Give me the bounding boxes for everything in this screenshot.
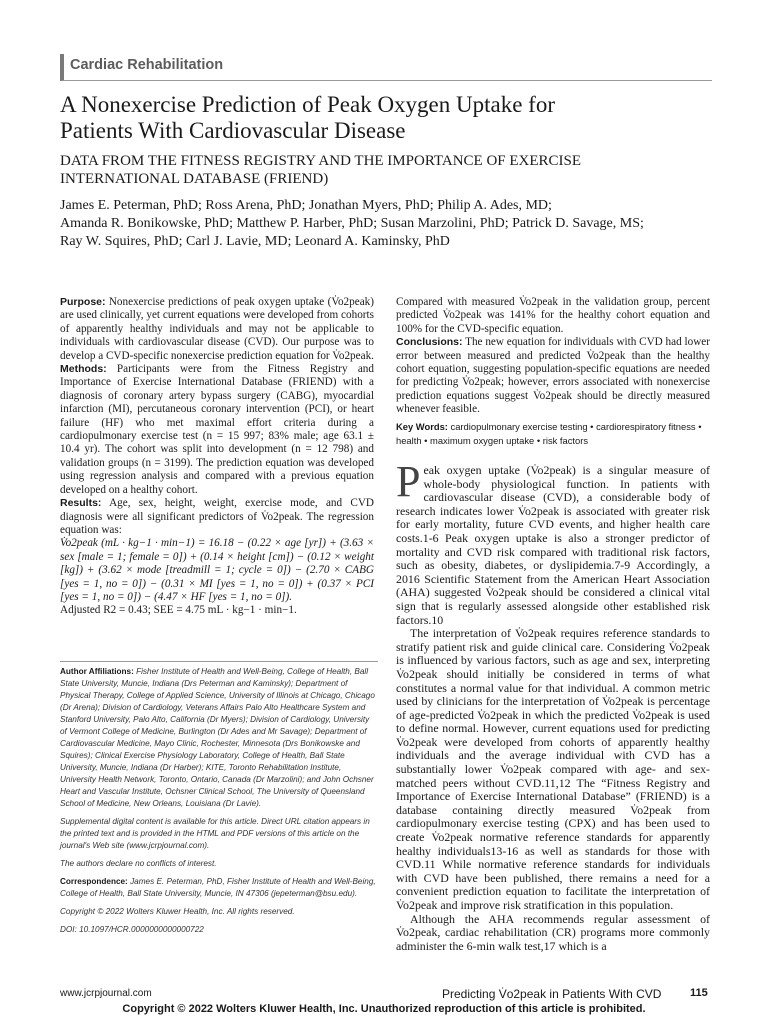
article-subtitle-line: DATA FROM THE FITNESS REGISTRY AND THE IMPORTANCE OF EXERCISE: [60, 153, 582, 169]
abstract-right: [396, 296, 710, 417]
copyright-note: Copyright © 2022 Wolters Kluwer Health, Inc. All rights reserved.: [60, 907, 295, 916]
purpose-label: Purpose:: [60, 296, 106, 308]
article-title: [60, 92, 710, 144]
abstract-conclusions: [396, 336, 710, 416]
purpose-text: Nonexercise predictions of peak oxygen uptake (V̇o2peak) are used clinically, yet current equations were developed from cohorts of apparently healthy individuals and may not be applicable to individuals with cardiovascular disease (CVD). Our purpose was to develop a CVD-specific nonexercise prediction equation for V̇o2peak.: [60, 296, 374, 362]
abstract-left: [60, 296, 374, 618]
body-paragraph-1: Peak oxygen uptake (V̇o2peak) is a singular measure of whole-body physiological function. In patients with cardiovascular disease (CVD), a considerable body of research indicates lower V̇o2peak is associated with greater risk for early mortality, future CVD events, and higher health care costs.1-6 Peak oxygen uptake is also a stronger predictor of mortality and CVD risk compared with traditional risk factors, such as obesity, diabetes, or dyslipidemia.7-9 Accordingly, a 2016 Scientific Statement from the American Heart Association (AHA) suggested V̇o2peak should be considered a clinical vital sign that is regularly assessed alongside other established risk factors.10: [396, 457, 710, 627]
section-label: [60, 54, 712, 81]
correspondence-label: Correspondence:: [60, 877, 128, 886]
supplemental-note: Supplemental digital content is available for this article. Direct URL citation appears in the printed text and is provided in the HTML and PDF versions of this article on the journal's Web site (www.jcrpjournal.com).: [60, 817, 370, 850]
page-number: 115: [690, 987, 708, 999]
running-title: Predicting V̇o2peak in Patients With CVD: [442, 987, 662, 1001]
conflicts-note: The authors declare no conflicts of interest.: [60, 859, 217, 868]
keywords-text: cardiopulmonary exercise testing • cardiorespiratory fitness • health • maximum oxygen uptake • risk factors: [396, 421, 702, 446]
author-line: James E. Peterman, PhD; Ross Arena, PhD; Jonathan Myers, PhD; Philip A. Ades, MD;: [60, 198, 552, 213]
methods-label: Methods:: [60, 363, 107, 376]
abstract-purpose: [60, 296, 374, 363]
copyright-notice: Copyright © 2022 Wolters Kluwer Health, Inc. Unauthorized reproduction of this article is prohibited.: [122, 1003, 646, 1015]
article-subtitle: [60, 152, 710, 188]
keywords: [396, 420, 714, 448]
affiliations-text: Fisher Institute of Health and Well-Being, College of Health, Ball State University, Muncie, Indiana (Drs Peterman and Kaminsky); Department of Physical Therapy, College of Applied Science, University of Illinois at Chicago, Chicago (Dr Arena); Division of Cardiology, Veterans Affairs Palo Alto Healthcare System and Stanford University, Palo Alto, California (Dr Myers); Division of Cardiology, University of Vermont College of Medicine, Burlington (Dr Ades and Mr Savage); Department of Cardiovascular Medicine, Mayo Clinic, Rochester, Minnesota (Drs Bonikowske and Squires); Clinical Exercise Physiology Laboratory, College of Health, Ball State University, Muncie, Indiana (Dr Harber); KITE, Toronto Rehabilitation Institute, University Health Network, Toronto, Ontario, Canada (Dr Marzolini); and John Ochsner Heart and Vascular Institute, Ochsner Clinical School, The University of Queensland School of Medicine, New Orleans, Louisiana (Dr Lavie).: [60, 667, 375, 808]
regression-equation: V̇o2peak (mL · kg−1 · min−1) = 16.18 − (0.22 × age [yr]) + (3.63 × sex [male = 1; female = 0]) + (0.14 × height [cm]) − (0.12 × weight [kg]) + (3.62 × mode [treadmill = 1; cycle = 0]) − (2.70 × CABG [yes = 1, no = 0]) − (0.31 × MI [yes = 1, no = 0]) + (0.37 × PCI [yes = 1, no = 0]) − (4.47 × HF [yes = 1, no = 0]).: [60, 537, 374, 603]
abstract-methods: [60, 363, 374, 497]
affiliations: [60, 666, 378, 810]
results-text: Age, sex, height, weight, exercise mode, and CVD diagnosis were all significant predictors of V̇o2peak. The regression equation was:: [60, 497, 374, 536]
drop-cap: P: [396, 457, 421, 506]
author-line: Amanda R. Bonikowske, PhD; Matthew P. Harber, PhD; Susan Marzolini, PhD; Patrick D. Savage, MS;: [60, 216, 644, 231]
article-title-line: A Nonexercise Prediction of Peak Oxygen Uptake for: [60, 92, 555, 117]
results-continued: Compared with measured V̇o2peak in the validation group, percent predicted V̇o2peak was 141% for the healthy cohort equation and 100% for the CVD-specific equation.: [396, 296, 710, 335]
doi: DOI: 10.1097/HCR.0000000000000722: [60, 925, 204, 934]
article-subtitle-line: INTERNATIONAL DATABASE (FRIEND): [60, 171, 329, 187]
body-text: [396, 457, 710, 953]
body-paragraph-2: The interpretation of V̇o2peak requires reference standards to stratify patient risk and guide clinical care. Considering V̇o2peak is influenced by various factors, such as age and sex, interpreting V̇o2peak should initially be considered in terms of what constitutes a normal value for that individual. A common metric used by clinicians for the interpretation of V̇o2peak is percentage of age-predicted V̇o2peak in which the predicted V̇o2peak is used to define normal. However, current equations used for predicting V̇o2peak were developed from cohorts of apparently healthy individuals and the average individual with CVD has a substantially lower V̇o2peak compared with age- and sex-matched peers without CVD.11,12 The “Fitness Registry and Importance of Exercise International Database” (FRIEND) is a database containing directly measured V̇o2peak from cardiopulmonary exercise testing (CPX) and has been used to create V̇o2peak normative reference standards for apparently healthy individuals13-16 as well as standards for those with CVD.11 While normative reference standards for individuals with CVD have been published, there remains a need for a convenient prediction equation to facilitate the interpretation of V̇o2peak and improve risk stratification in this population.: [396, 626, 710, 912]
author-list: [60, 197, 710, 251]
section-label-text: Cardiac Rehabilitation: [70, 57, 224, 73]
body-paragraph-3: Although the AHA recommends regular assessment of V̇o2peak, cardiac rehabilitation (CR) programs more commonly administer the 6-min walk test,17 which is a: [396, 911, 710, 953]
article-title-line: Patients With Cardiovascular Disease: [60, 118, 406, 143]
conclusions-text: The new equation for individuals with CVD had lower error between measured and predicted V̇o2peak than the healthy cohort equation, suggesting population-specific equations are needed for predicting V̇o2peak; however, errors associated with nonexercise prediction equations suggest V̇o2peak should be directly measured whenever feasible.: [396, 336, 710, 416]
abstract-results: [60, 497, 374, 537]
keywords-label: Key Words:: [396, 421, 448, 432]
adjusted-r2: Adjusted R2 = 0.43; SEE = 4.75 mL · kg−1 · min−1.: [60, 604, 297, 617]
affiliations-divider: [60, 661, 378, 662]
author-line: Ray W. Squires, PhD; Carl J. Lavie, MD; Leonard A. Kaminsky, PhD: [60, 234, 450, 249]
affiliations-label: Author Affiliations:: [60, 667, 134, 676]
affiliations-block: [60, 666, 378, 942]
results-label: Results:: [60, 497, 102, 510]
methods-text: Participants were from the Fitness Registry and Importance of Exercise International Database (FRIEND) with a diagnosis of coronary artery bypass surgery (CABG), myocardial infarction (MI), percutaneous coronary intervention (PCI), or heart failure (HF) who met maximal effort criteria during a cardiopulmonary exercise test (n = 15 997; 83% male; age 63.1 ± 10.4 yr). The cohort was split into development (n = 12 798) and validation groups (n = 3199). The prediction equation was developed using regression analysis and compared with a previous equation developed on a healthy cohort.: [60, 363, 374, 496]
journal-url[interactable]: www.jcrpjournal.com: [60, 988, 152, 999]
correspondence: [60, 876, 378, 900]
correspondence-text: James E. Peterman, PhD, Fisher Institute of Health and Well-Being, College of Health, Ball State University, Muncie, IN 47306 (jepeterman@bsu.edu).: [60, 877, 376, 898]
conclusions-label: Conclusions:: [396, 336, 463, 349]
